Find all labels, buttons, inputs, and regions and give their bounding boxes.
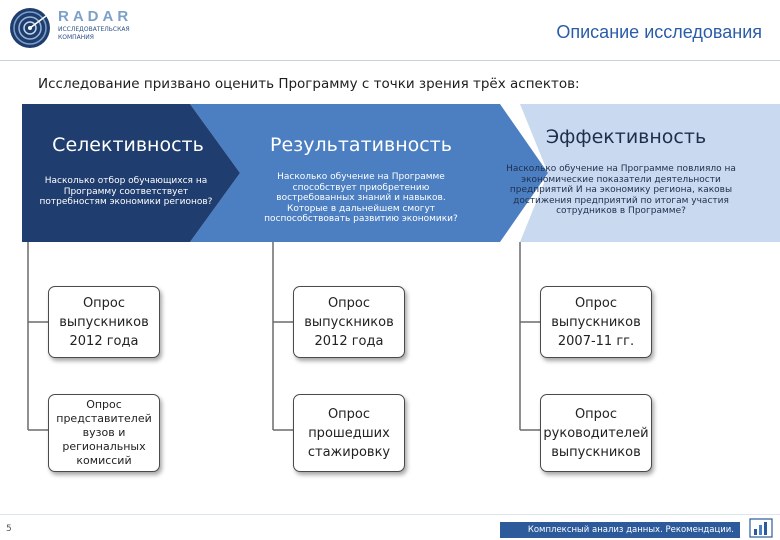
brand-name: RADAR [58, 8, 133, 25]
survey-label: Опрос выпускников 2012 года [59, 295, 149, 349]
intro-text: Исследование призвано оценить Программу с точки зрения трёх аспектов: [38, 76, 580, 92]
survey-selectivity-universities [48, 394, 160, 472]
survey-efficiency-graduates [540, 286, 652, 358]
survey-label: Опрос выпускников 2012 года [304, 295, 394, 349]
footer-divider [0, 514, 780, 515]
aspect-title-effectiveness: Результативность [270, 134, 452, 156]
header-divider [0, 60, 780, 61]
brand-subtitle: ИССЛЕДОВАТЕЛЬСКАЯ КОМПАНИЯ [58, 26, 130, 41]
survey-label: Опрос прошедших стажировку [307, 406, 391, 460]
survey-effectiveness-graduates [293, 286, 405, 358]
survey-label: Опрос руководителей выпускников [543, 406, 649, 460]
aspect-desc-effectiveness: Насколько обучение на Программе способствует приобретению востребованных знаний и навыков. Которые в дальнейшем смогут поспособствовать развитию экономики? [264, 172, 458, 224]
survey-effectiveness-interns [293, 394, 405, 472]
survey-selectivity-graduates [48, 286, 160, 358]
aspect-desc-efficiency: Насколько обучение на Программе повлияло на экономические показатели деятельности предприятий И на экономику региона, каковы достижения предприятий по итогам участия сотрудников в Программе? [506, 164, 736, 216]
page-title: Описание исследования [556, 22, 762, 42]
radar-logo-icon [8, 6, 52, 50]
aspect-desc-selectivity: Насколько отбор обучающихся на Программу соответствует потребностям экономики регионов? [39, 176, 213, 207]
survey-efficiency-managers [540, 394, 652, 472]
aspect-title-efficiency: Эффективность [545, 126, 707, 148]
chart-icon [748, 517, 774, 539]
survey-label: Опрос выпускников 2007-11 гг. [551, 295, 641, 349]
survey-label: Опрос представителей вузов и региональных комиссий [56, 398, 152, 467]
aspect-title-selectivity: Селективность [52, 134, 204, 156]
page-number: 5 [6, 524, 12, 534]
footer-caption: Комплексный анализ данных. Рекомендации. [500, 522, 740, 538]
